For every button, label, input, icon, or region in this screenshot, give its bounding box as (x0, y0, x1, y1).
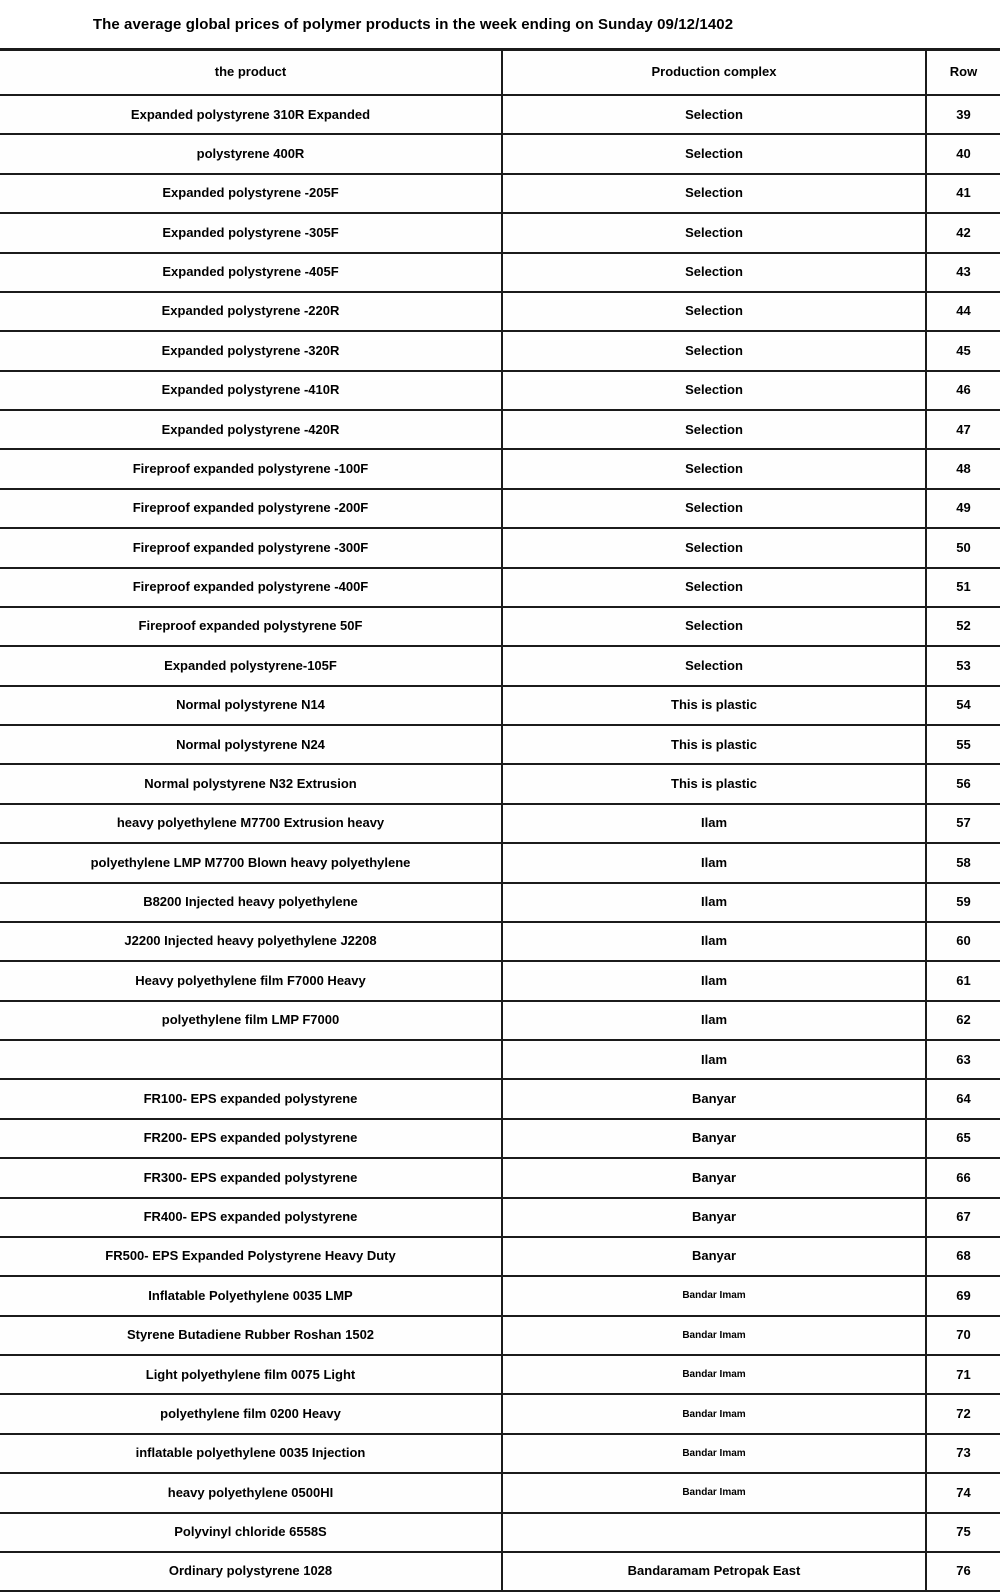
product-cell: Expanded polystyrene -205F (0, 175, 503, 212)
row-number-cell: 64 (956, 1090, 971, 1106)
product-cell: Fireproof expanded polystyrene -200F (0, 490, 503, 527)
complex-cell: Selection (503, 332, 927, 369)
row-number-cell: 57 (956, 815, 971, 831)
table-row (0, 1238, 1000, 1277)
table-row (0, 214, 1000, 253)
complex-cell: Bandar Imam (503, 1435, 927, 1472)
complex-cell: Bandar Imam (503, 1395, 927, 1432)
product-cell: FR500- EPS Expanded Polystyrene Heavy Duty (0, 1238, 503, 1275)
table-row (0, 372, 1000, 411)
complex-cell: Selection (503, 254, 927, 291)
row-number-cell: 56 (956, 775, 971, 791)
complex-cell: Selection (503, 529, 927, 566)
row-number-cell: 68 (956, 1248, 971, 1264)
complex-cell: Selection (503, 647, 927, 684)
complex-cell: Selection (503, 490, 927, 527)
table-row (0, 293, 1000, 332)
row-number-cell: 50 (956, 539, 971, 555)
product-cell: Expanded polystyrene 310R Expanded (0, 96, 503, 133)
table-row (0, 1356, 1000, 1395)
row-number-cell: 58 (956, 854, 971, 870)
complex-cell: Ilam (503, 1002, 927, 1039)
table-row (0, 1474, 1000, 1513)
product-cell: Expanded polystyrene -405F (0, 254, 503, 291)
row-number-cell: 59 (956, 894, 971, 910)
table-row (0, 490, 1000, 529)
complex-cell: This is plastic (503, 726, 927, 763)
table-row (0, 1514, 1000, 1553)
table-row (0, 450, 1000, 489)
row-number-cell: 66 (956, 1169, 971, 1185)
complex-cell: Selection (503, 450, 927, 487)
row-number-cell: 74 (956, 1484, 971, 1500)
product-cell: Normal polystyrene N24 (0, 726, 503, 763)
header-cell-complex: Production complex (503, 51, 927, 94)
complex-cell: Selection (503, 135, 927, 172)
row-number-cell: 51 (956, 579, 971, 595)
complex-cell: Bandar Imam (503, 1277, 927, 1314)
row-number-cell: 54 (956, 697, 971, 713)
complex-cell: Selection (503, 175, 927, 212)
table-row (0, 411, 1000, 450)
complex-cell: Bandaramam Petropak East (503, 1553, 927, 1590)
table-row (0, 529, 1000, 568)
table-row (0, 687, 1000, 726)
table-row (0, 608, 1000, 647)
row-number-cell: 46 (956, 382, 971, 398)
product-cell: polyethylene LMP M7700 Blown heavy polyethylene (0, 844, 503, 881)
table-row (0, 962, 1000, 1001)
product-cell: Expanded polystyrene -305F (0, 214, 503, 251)
table-row (0, 1002, 1000, 1041)
product-cell: Expanded polystyrene -220R (0, 293, 503, 330)
row-number-cell: 63 (956, 1051, 971, 1067)
table-row (0, 1080, 1000, 1119)
product-cell: Light polyethylene film 0075 Light (0, 1356, 503, 1393)
product-cell: polyethylene film LMP F7000 (0, 1002, 503, 1039)
complex-cell: Banyar (503, 1159, 927, 1196)
product-cell (0, 1041, 503, 1078)
row-number-cell: 69 (956, 1287, 971, 1303)
row-number-cell: 43 (956, 264, 971, 280)
table-row (0, 884, 1000, 923)
header-cell-product: the product (0, 51, 503, 94)
product-cell: heavy polyethylene M7700 Extrusion heavy (0, 805, 503, 842)
product-cell: Polyvinyl chloride 6558S (0, 1514, 503, 1551)
row-number-cell: 65 (956, 1130, 971, 1146)
table-row (0, 254, 1000, 293)
complex-cell: Ilam (503, 884, 927, 921)
row-number-cell: 42 (956, 224, 971, 240)
product-cell: Fireproof expanded polystyrene -400F (0, 569, 503, 606)
complex-cell: Ilam (503, 923, 927, 960)
product-cell: FR300- EPS expanded polystyrene (0, 1159, 503, 1196)
product-cell: Ordinary polystyrene 1028 (0, 1553, 503, 1590)
table-row (0, 805, 1000, 844)
row-number-cell: 61 (956, 972, 971, 988)
table-body (0, 96, 1000, 1592)
product-cell: Expanded polystyrene -410R (0, 372, 503, 409)
header-cell-row: Row (949, 64, 978, 80)
product-cell: J2200 Injected heavy polyethylene J2208 (0, 923, 503, 960)
complex-cell: This is plastic (503, 687, 927, 724)
complex-cell: Bandar Imam (503, 1317, 927, 1354)
row-number-cell: 44 (956, 303, 971, 319)
complex-cell: Ilam (503, 1041, 927, 1078)
product-cell: heavy polyethylene 0500HI (0, 1474, 503, 1511)
table-row (0, 135, 1000, 174)
price-table (0, 48, 1000, 1592)
row-number-cell: 41 (956, 185, 971, 201)
product-cell: FR100- EPS expanded polystyrene (0, 1080, 503, 1117)
product-cell: Fireproof expanded polystyrene -100F (0, 450, 503, 487)
complex-cell: Selection (503, 293, 927, 330)
row-number-cell: 45 (956, 342, 971, 358)
complex-cell: Banyar (503, 1238, 927, 1275)
row-number-cell: 48 (956, 460, 971, 476)
row-number-cell: 39 (956, 106, 971, 122)
complex-cell: Bandar Imam (503, 1356, 927, 1393)
table-row (0, 1553, 1000, 1592)
product-cell: polystyrene 400R (0, 135, 503, 172)
table-row (0, 1317, 1000, 1356)
product-cell: B8200 Injected heavy polyethylene (0, 884, 503, 921)
table-row (0, 175, 1000, 214)
row-number-cell: 52 (956, 618, 971, 634)
table-row (0, 1041, 1000, 1080)
complex-cell: Selection (503, 608, 927, 645)
product-cell: Inflatable Polyethylene 0035 LMP (0, 1277, 503, 1314)
table-row (0, 647, 1000, 686)
row-number-cell: 73 (956, 1445, 971, 1461)
complex-cell (503, 1514, 927, 1551)
row-number-cell: 49 (956, 500, 971, 516)
product-cell: Normal polystyrene N14 (0, 687, 503, 724)
table-row (0, 1120, 1000, 1159)
complex-cell: Selection (503, 214, 927, 251)
product-cell: FR400- EPS expanded polystyrene (0, 1199, 503, 1236)
table-row (0, 726, 1000, 765)
row-number-cell: 47 (956, 421, 971, 437)
complex-cell: Ilam (503, 805, 927, 842)
complex-cell: Banyar (503, 1199, 927, 1236)
table-row (0, 332, 1000, 371)
complex-cell: Selection (503, 569, 927, 606)
complex-cell: Selection (503, 411, 927, 448)
table-row (0, 765, 1000, 804)
table-row (0, 1199, 1000, 1238)
product-cell: FR200- EPS expanded polystyrene (0, 1120, 503, 1157)
table-row (0, 923, 1000, 962)
complex-cell: Banyar (503, 1080, 927, 1117)
complex-cell: Ilam (503, 962, 927, 999)
complex-cell: Ilam (503, 844, 927, 881)
row-number-cell: 53 (956, 657, 971, 673)
product-cell: Normal polystyrene N32 Extrusion (0, 765, 503, 802)
page-title: The average global prices of polymer products in the week ending on Sunday 09/12/1402 (92, 15, 734, 33)
product-cell: Expanded polystyrene -420R (0, 411, 503, 448)
product-cell: Expanded polystyrene-105F (0, 647, 503, 684)
table-row (0, 1277, 1000, 1316)
table-row (0, 1395, 1000, 1434)
row-number-cell: 60 (956, 933, 971, 949)
product-cell: polyethylene film 0200 Heavy (0, 1395, 503, 1432)
complex-cell: Selection (503, 372, 927, 409)
row-number-cell: 72 (956, 1405, 971, 1421)
product-cell: Expanded polystyrene -320R (0, 332, 503, 369)
row-number-cell: 71 (956, 1366, 971, 1382)
complex-cell: Selection (503, 96, 927, 133)
row-number-cell: 67 (956, 1209, 971, 1225)
complex-cell: This is plastic (503, 765, 927, 802)
table-row (0, 844, 1000, 883)
row-number-cell: 76 (956, 1563, 971, 1579)
complex-cell: Bandar Imam (503, 1474, 927, 1511)
row-number-cell: 62 (956, 1012, 971, 1028)
complex-cell: Banyar (503, 1120, 927, 1157)
table-row (0, 96, 1000, 135)
row-number-cell: 40 (956, 145, 971, 161)
header-row (0, 51, 1000, 96)
product-cell: Fireproof expanded polystyrene -300F (0, 529, 503, 566)
table-row (0, 1159, 1000, 1198)
title-bar (0, 0, 826, 48)
product-cell: Heavy polyethylene film F7000 Heavy (0, 962, 503, 999)
row-number-cell: 75 (956, 1524, 971, 1540)
row-number-cell: 70 (956, 1327, 971, 1343)
table-row (0, 569, 1000, 608)
product-cell: inflatable polyethylene 0035 Injection (0, 1435, 503, 1472)
row-number-cell: 55 (956, 736, 971, 752)
table-row (0, 1435, 1000, 1474)
product-cell: Styrene Butadiene Rubber Roshan 1502 (0, 1317, 503, 1354)
product-cell: Fireproof expanded polystyrene 50F (0, 608, 503, 645)
